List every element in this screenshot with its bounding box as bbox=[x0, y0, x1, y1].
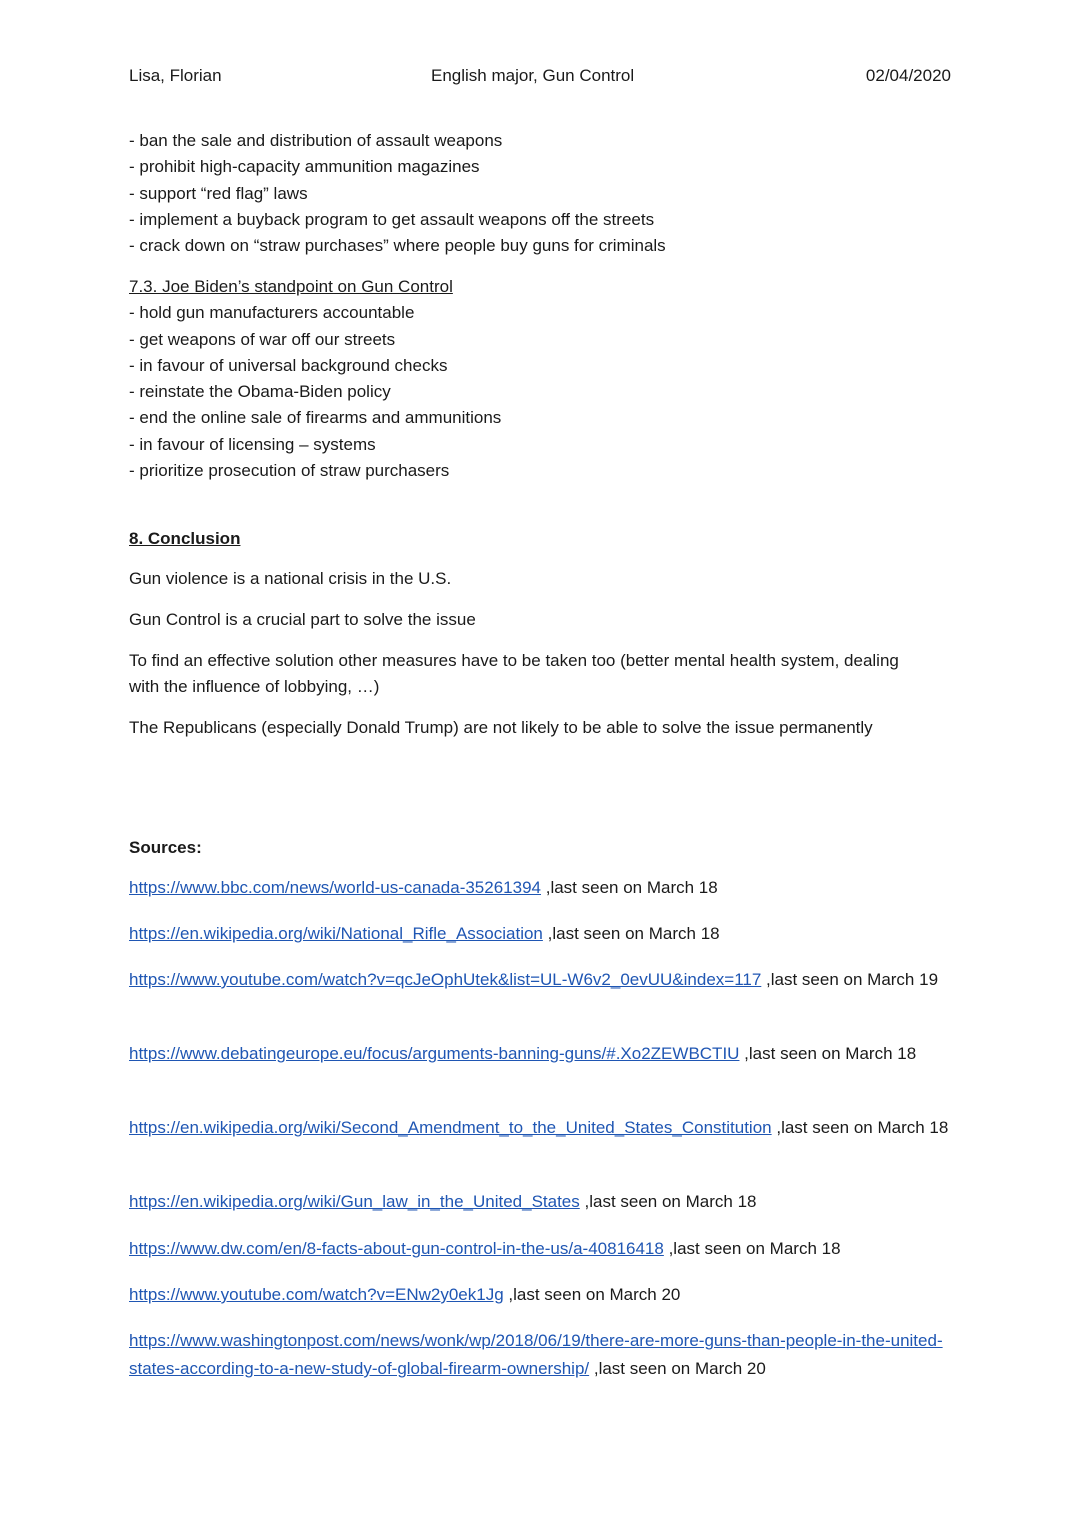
source-note: ,last seen on March 19 bbox=[761, 970, 939, 989]
section-heading-conclusion: 8. Conclusion bbox=[129, 529, 241, 548]
source-note: ,last seen on March 20 bbox=[589, 1359, 766, 1378]
source-entry bbox=[129, 1040, 919, 1068]
list-item: - implement a buyback program to get assault weapons off the streets bbox=[129, 209, 655, 229]
source-entry bbox=[129, 1235, 951, 1263]
source-note: ,last seen on March 18 bbox=[663, 1239, 841, 1258]
source-note: ,last seen on March 18 bbox=[771, 1118, 949, 1137]
source-link[interactable]: https://en.wikipedia.org/wiki/National_Rifle_Association bbox=[129, 924, 543, 943]
source-note: ,last seen on March 18 bbox=[541, 878, 718, 897]
header-course: English major, Gun Control bbox=[431, 66, 635, 85]
list-item: - hold gun manufacturers accountable bbox=[129, 303, 415, 323]
source-note: ,last seen on March 18 bbox=[542, 924, 720, 943]
biden-section bbox=[129, 274, 951, 484]
source-link[interactable]: https://www.dw.com/en/8-facts-about-gun-control-in-the-us/a-40816418 bbox=[129, 1239, 664, 1258]
source-link[interactable]: https://www.youtube.com/watch?v=qcJeOphUtek&list=UL-W6v2_0evUU&index=117 bbox=[129, 970, 762, 989]
source-link[interactable]: https://en.wikipedia.org/wiki/Gun_law_in_the_United_States bbox=[129, 1192, 580, 1211]
top-list bbox=[129, 128, 951, 259]
source-link[interactable]: https://www.bbc.com/news/world-us-canada-35261394 bbox=[129, 878, 541, 897]
page-header bbox=[129, 66, 951, 90]
source-link[interactable]: https://www.washingtonpost.com/news/wonk/wp/2018/06/19/there-are-more-guns-than-people-in-the-united-states-according-to-a-new-study-of-global-firearm-ownership/ bbox=[129, 1331, 943, 1378]
source-entry bbox=[129, 966, 939, 994]
conclusion-paragraph: The Republicans (especially Donald Trump) are not likely to be able to solve the issue permanently bbox=[129, 718, 873, 737]
header-authors: Lisa, Florian bbox=[129, 66, 222, 85]
list-item: - prohibit high-capacity ammunition magazines bbox=[129, 157, 480, 177]
source-link[interactable]: https://www.debatingeurope.eu/focus/arguments-banning-guns/#.Xo2ZEWBCTIU bbox=[129, 1044, 740, 1063]
list-item: - crack down on “straw purchases” where people buy guns for criminals bbox=[129, 236, 666, 256]
source-entry bbox=[129, 1281, 951, 1309]
list-item: - support “red flag” laws bbox=[129, 183, 308, 203]
source-link[interactable]: https://en.wikipedia.org/wiki/Second_Amendment_to_the_United_States_Constitution bbox=[129, 1118, 772, 1137]
source-entry bbox=[129, 1114, 951, 1142]
list-item: - ban the sale and distribution of assault weapons bbox=[129, 131, 503, 150]
header-date: 02/04/2020 bbox=[865, 66, 951, 85]
sources-heading: Sources: bbox=[129, 838, 202, 857]
list-item: - in favour of universal background checks bbox=[129, 355, 448, 375]
list-item: - reinstate the Obama-Biden policy bbox=[129, 382, 391, 402]
conclusion-paragraph: Gun violence is a national crisis in the U.S. bbox=[129, 569, 452, 588]
source-entry bbox=[129, 874, 951, 902]
source-note: ,last seen on March 18 bbox=[579, 1192, 757, 1211]
source-link[interactable]: https://www.youtube.com/watch?v=ENw2y0ek1Jg bbox=[129, 1285, 504, 1304]
list-item: - prioritize prosecution of straw purchasers bbox=[129, 461, 450, 481]
list-item: - get weapons of war off our streets bbox=[129, 329, 396, 349]
conclusion-paragraph: To find an effective solution other measures have to be taken too (better mental health system, dealing with the influence of lobbying, …) bbox=[129, 651, 899, 696]
source-entry bbox=[129, 1188, 951, 1216]
list-item: - end the online sale of firearms and ammunitions bbox=[129, 408, 502, 428]
source-entry bbox=[129, 1327, 951, 1383]
source-note: ,last seen on March 20 bbox=[503, 1285, 681, 1304]
source-entry bbox=[129, 920, 951, 948]
conclusion-paragraph: Gun Control is a crucial part to solve the issue bbox=[129, 610, 476, 629]
source-note: ,last seen on March 18 bbox=[739, 1044, 917, 1063]
section-heading-biden: 7.3. Joe Biden’s standpoint on Gun Control bbox=[129, 277, 453, 296]
list-item: - in favour of licensing – systems bbox=[129, 434, 376, 454]
